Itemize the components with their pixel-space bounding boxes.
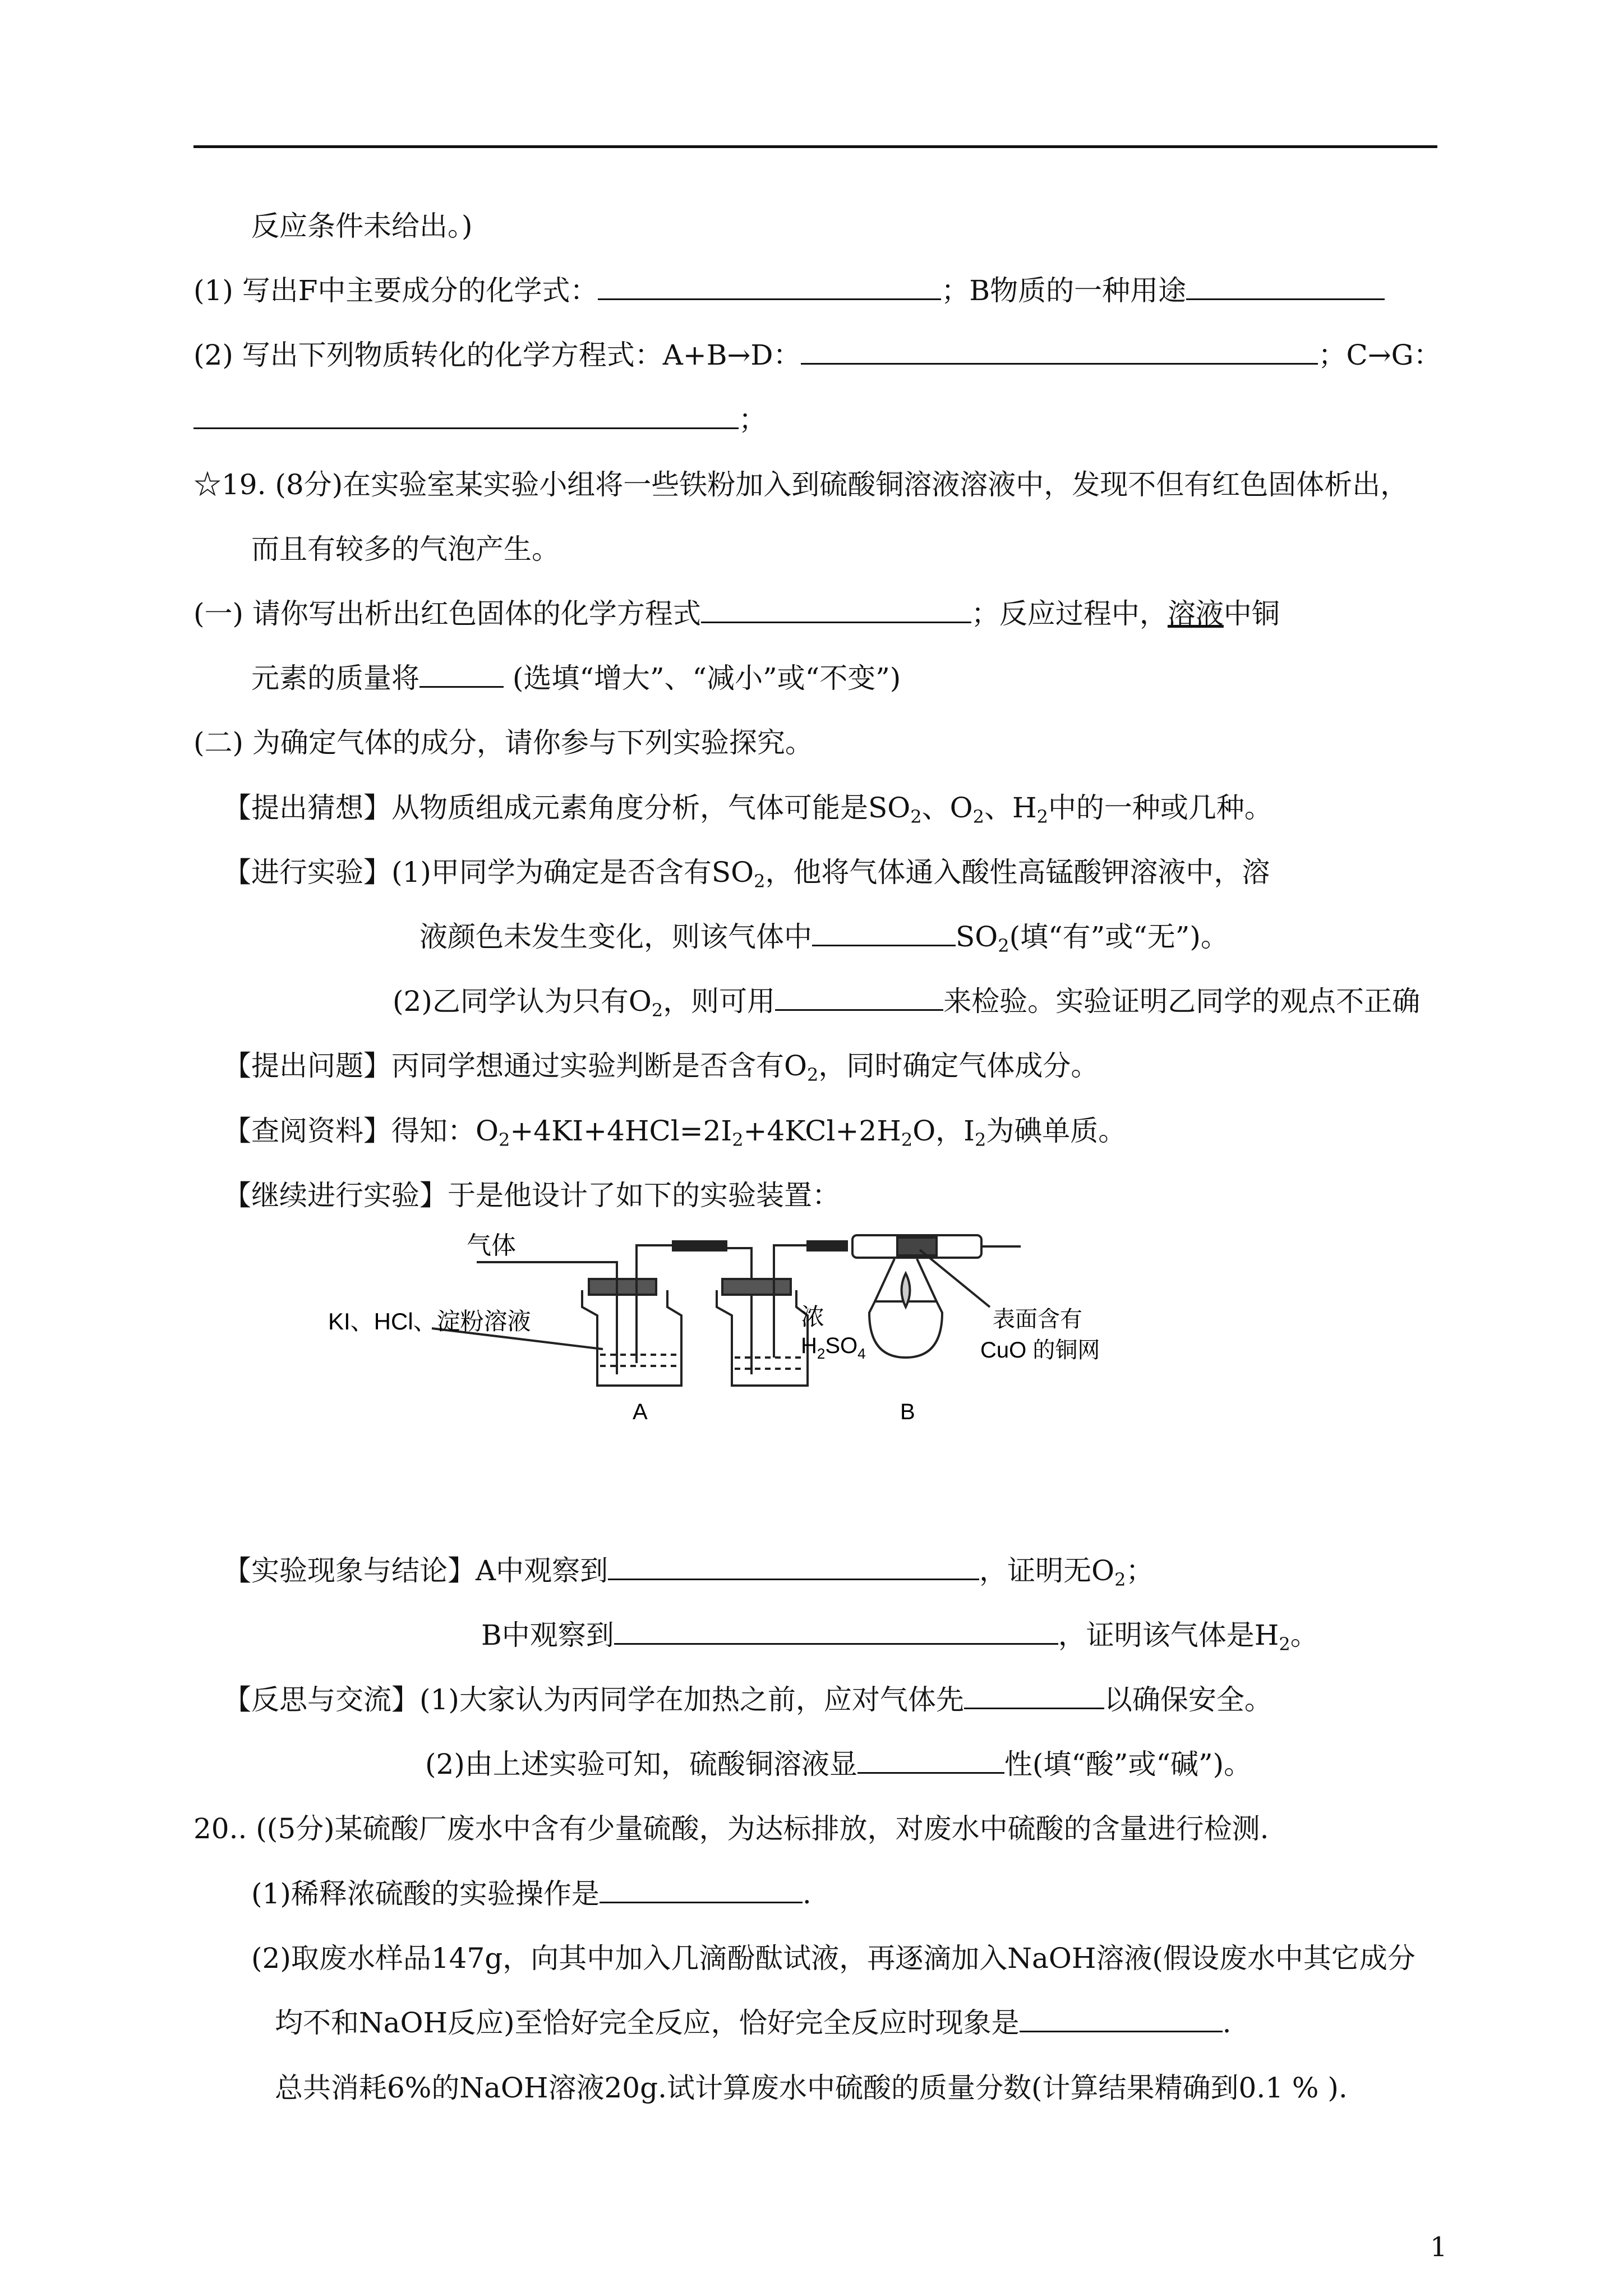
answer-blank[interactable] [193,403,739,429]
part-1: (一) 请你写出析出红色固体的化学方程式 ；反应过程中，溶液中铜 [193,597,1280,630]
reflection-1: 【反思与交流】(1)大家认为丙同学在加热之前，应对气体先 以确保安全。 [223,1683,1272,1716]
answer-blank[interactable] [1186,274,1385,300]
question-raised: 【提出问题】丙同学想通过实验判断是否含有$O_2$，同时确定气体成分。 [223,1050,1099,1085]
answer-blank[interactable] [419,661,504,688]
reference-info: 【查阅资料】得知：$O_2+4KI+4HCl=2I_2+4KCl+2H_2O$，$I_2$为碘单质。 [223,1115,1127,1151]
stopper-2 [722,1279,791,1295]
problem-20-1: (1)稀释浓硫酸的实验操作是 . [251,1878,811,1910]
rubber-connector [673,1241,726,1250]
copper-label-2: CuO 的铜网 [980,1338,1100,1363]
question-2-cont: ； [193,403,767,436]
alcohol-lamp [869,1301,942,1358]
page-number: 1 [1430,2231,1447,2263]
answer-blank[interactable] [857,1747,1004,1774]
part-2: (二) 为确定气体的成分，请你参与下列实验探究。 [193,726,813,759]
experiment-1: 【进行实验】(1)甲同学为确定是否含有$SO_2$，他将气体通入酸性高锰酸钾溶液中，溶 [223,856,1270,892]
flame [902,1273,910,1307]
question-1: (1) 写出F中主要成分的化学式： ；B物质的一种用途 [193,274,1385,307]
inlet-tube-2 [723,1248,751,1374]
conc-label: 浓 [801,1304,825,1330]
apparatus-diagram [314,1223,1127,1430]
gas-label: 气体 [467,1232,516,1259]
hypothesis: 【提出猜想】从物质组成元素角度分析，气体可能是$SO_2$、$O_2$、$H_2$中的一种或几种。 [223,792,1272,827]
answer-blank[interactable] [614,1618,1058,1645]
answer-blank[interactable] [600,1877,803,1903]
text-line: 反应条件未给出。) [251,210,473,242]
header-rule [193,145,1437,148]
answer-blank[interactable] [608,1554,979,1580]
reflection-2: (2)由上述实验可知，硫酸铜溶液显 性(填“酸”或“碱”)。 [425,1748,1252,1780]
observation-b: B中观察到 ，证明该气体是$H_2$。 [481,1619,1318,1655]
answer-blank[interactable] [801,338,1318,365]
problem-20-2-cont: 均不和NaOH反应)至恰好完全反应，恰好完全反应时现象是 . [275,2007,1232,2039]
answer-blank[interactable] [598,274,941,300]
h2so4-label: $H_2SO_4$ [801,1333,866,1362]
answer-blank[interactable] [701,597,971,623]
label-b: B [900,1400,915,1424]
text-line: 而且有较多的气泡产生。 [251,533,560,565]
copper-label-1: 表面含有 [993,1307,1082,1332]
label-a: A [633,1400,648,1424]
bottle-a [582,1290,681,1386]
problem-20-2: (2)取废水样品147g，向其中加入几滴酚酞试液，再逐滴加入NaOH溶液(假设废水中其它成分 [251,1942,1415,1975]
part-1-cont: 元素的质量将 (选填“增大”、“减小”或“不变”) [251,662,901,694]
continue-experiment: 【继续进行实验】于是他设计了如下的实验装置： [223,1179,840,1212]
copper-mesh [897,1237,937,1255]
problem-20: 20.. ((5分)某硫酸厂废水中含有少量硫酸，为达标排放，对废水中硫酸的含量进行检测. [193,1812,1269,1845]
reagent-a-label: KI、HCl、淀粉溶液 [328,1308,531,1335]
observation-a: 【实验现象与结论】A中观察到 ，证明无$O_2$； [223,1554,1154,1590]
outlet-tube-a [637,1245,701,1363]
answer-blank[interactable] [812,920,956,946]
stopper-a [589,1279,656,1295]
experiment-1-cont: 液颜色未发生变化，则该气体中 $SO_2$(填“有”或“无”)。 [419,921,1229,956]
answer-blank[interactable] [964,1683,1104,1709]
question-2: (2) 写出下列物质转化的化学方程式：A+B→D： ；C→G： [193,339,1442,371]
answer-blank[interactable] [1020,2006,1223,2032]
problem-19: ☆19. (8分)在实验室某实验小组将一些铁粉加入到硫酸铜溶液溶液中，发现不但有红色固体析出， [193,468,1409,501]
problem-20-3: 总共消耗6%的NaOH溶液20g.试计算废水中硫酸的质量分数(计算结果精确到0.1 % ). [275,2072,1348,2104]
bottle-2 [717,1290,808,1386]
experiment-2: (2)乙同学认为只有$O_2$，则可用 来检验。实验证明乙同学的观点不正确 [393,985,1421,1021]
answer-blank[interactable] [775,984,943,1011]
